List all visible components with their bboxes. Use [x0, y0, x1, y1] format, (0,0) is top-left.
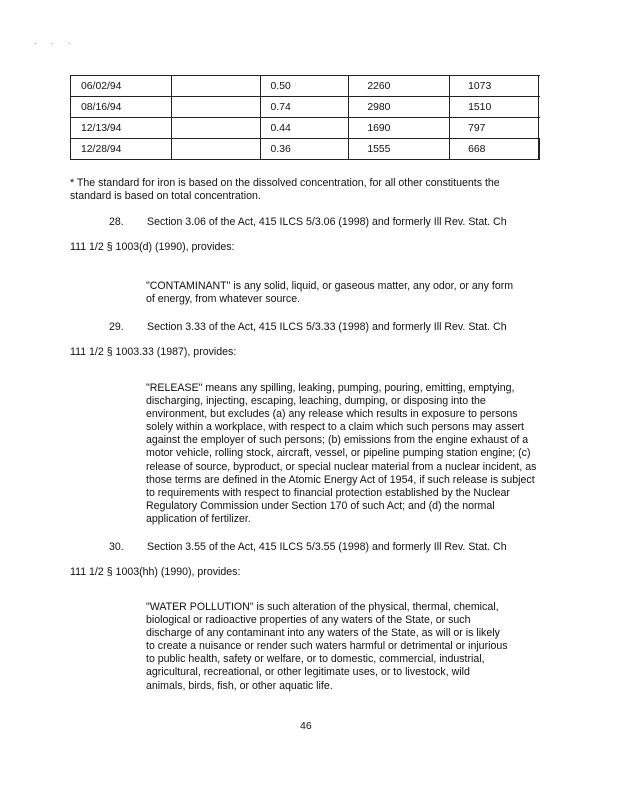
blank-cell	[539, 118, 540, 139]
paragraph-text: Section 3.55 of the Act, 415 ILCS 5/3.55 (1998) and formerly Ill Rev. Stat. Ch	[147, 541, 507, 553]
table-row	[71, 76, 540, 97]
paragraph-30-line1	[109, 541, 507, 554]
quote-water-pollution: "WATER POLLUTION" is such alteration of the physical, thermal, chemical, biological or radioactive properties of any waters of the State, or such discharge of any contaminant into any waters of the State, as will or is likely to create a nuisance or render such waters harmful or detrimental or injurious to public health, safety or welfare, or to domestic, commercial, industrial, agricultural, recreational, or other legitimate uses, or to livestock, wild animals, birds, fish, or other aquatic life.	[146, 601, 508, 692]
blank-cell	[539, 76, 540, 97]
paragraph-text: Section 3.33 of the Act, 415 ILCS 5/3.33 (1998) and formerly Ill Rev. Stat. Ch	[147, 321, 507, 333]
date-cell: 12/13/94	[71, 118, 172, 139]
quote-release: "RELEASE" means any spilling, leaking, pumping, pouring, emitting, emptying, discharging, injecting, escaping, leaching, dumping, or disposing into the environment, but excludes (a) any release which results in exposure to persons solely within a workplace, with respect to a claim which such persons may assert against the employer of such persons; (b) emissions from the engine exhaust of a motor vehicle, rolling stock, aircraft, vessel, or pipeline pumping station engine; (c) release of source, byproduct, or special nuclear material from a nuclear incident, as those terms are defined in the Atomic Energy Act of 1954, if such release is subject to requirements with respect to financial protection established by the Nuclear Regulatory Commission under Section 170 of such Act; and (d) the normal application of fertilizer.	[146, 382, 537, 525]
blank-cell	[171, 97, 260, 118]
table-row	[71, 139, 540, 160]
blank-cell	[171, 76, 260, 97]
page-number: 46	[300, 720, 312, 732]
value-cell: 0.44	[260, 118, 349, 139]
blank-cell	[539, 139, 540, 160]
paragraph-30-line2: 111 1/2 § 1003(hh) (1990), provides:	[70, 566, 241, 578]
paragraph-29-line2: 111 1/2 § 1003.33 (1987), provides:	[70, 346, 237, 358]
value-cell: 0.50	[260, 76, 349, 97]
paragraph-text: Section 3.06 of the Act, 415 ILCS 5/3.06 (1998) and formerly Ill Rev. Stat. Ch	[147, 216, 507, 228]
date-cell: 12/28/94	[71, 139, 172, 160]
paragraph-28-line1	[109, 216, 507, 229]
blank-cell	[171, 118, 260, 139]
data-table	[70, 75, 540, 160]
date-cell: 08/16/94	[71, 97, 172, 118]
paragraph-number: 28.	[109, 216, 124, 228]
blank-cell	[539, 97, 540, 118]
date-cell: 06/02/94	[71, 76, 172, 97]
paragraph-28-line2: 111 1/2 § 1003(d) (1990), provides:	[70, 241, 235, 253]
value-cell: 1690	[349, 118, 450, 139]
paragraph-number: 29.	[109, 321, 124, 333]
blank-cell	[171, 139, 260, 160]
quote-contaminant: "CONTAMINANT" is any solid, liquid, or gaseous matter, any odor, or any form of energy, from whatever source.	[146, 280, 514, 306]
value-cell: 2980	[349, 97, 450, 118]
table-footnote: * The standard for iron is based on the dissolved concentration, for all other constituents the standard is based on total concentration.	[70, 177, 500, 202]
value-cell: 1510	[450, 97, 539, 118]
value-cell: 1073	[450, 76, 539, 97]
value-cell: 0.36	[260, 139, 349, 160]
corner-marks: . . .	[34, 36, 77, 46]
value-cell: 0.74	[260, 97, 349, 118]
table-row	[71, 118, 540, 139]
paragraph-29-line1	[109, 321, 507, 334]
value-cell: 2260	[349, 76, 450, 97]
value-cell: 668	[450, 139, 539, 160]
paragraph-number: 30.	[109, 541, 124, 553]
value-cell: 1555	[349, 139, 450, 160]
value-cell: 797	[450, 118, 539, 139]
table-row	[71, 97, 540, 118]
